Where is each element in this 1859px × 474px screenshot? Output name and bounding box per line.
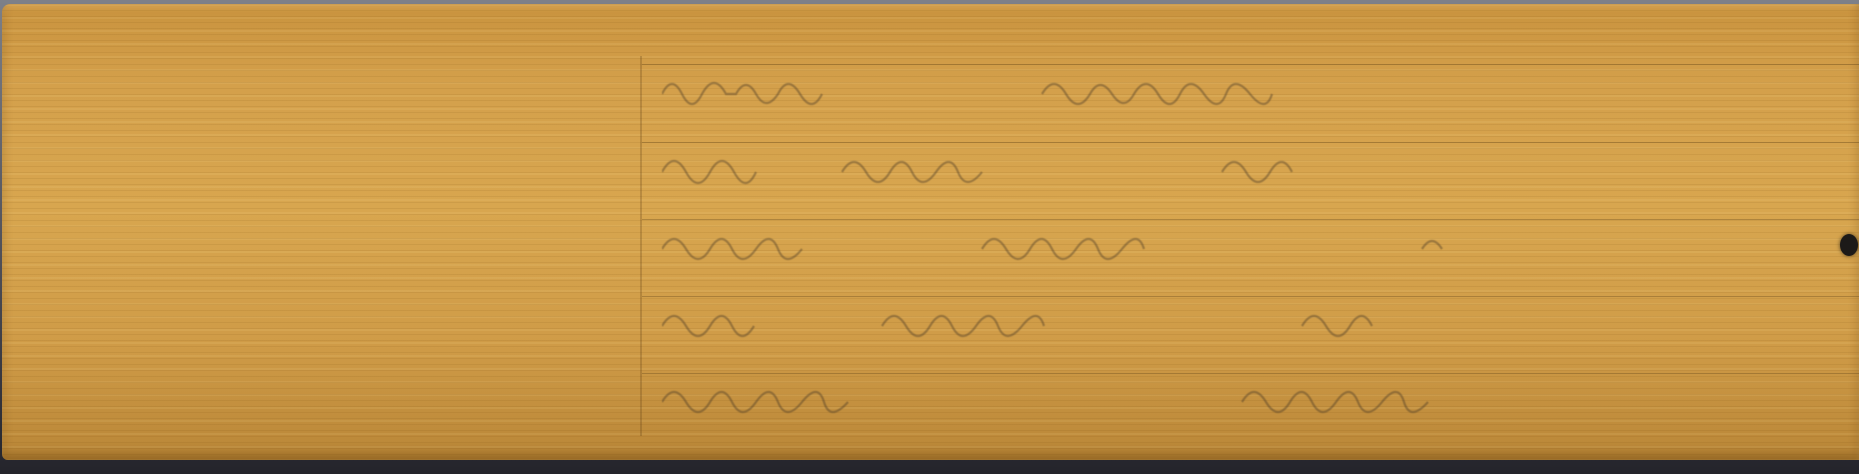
binding-hole (1840, 234, 1858, 256)
script-line-1 (662, 64, 1842, 121)
script-line-2 (662, 142, 1842, 199)
incised-script-3 (662, 219, 1842, 269)
script-line-4 (662, 296, 1842, 353)
incised-script-2 (662, 142, 1842, 192)
palm-leaf (2, 4, 1859, 460)
incised-script-1 (662, 64, 1842, 114)
incised-script-5 (662, 372, 1842, 422)
script-line-5 (662, 372, 1842, 429)
incised-script-4 (662, 296, 1842, 346)
script-line-3 (662, 219, 1842, 276)
